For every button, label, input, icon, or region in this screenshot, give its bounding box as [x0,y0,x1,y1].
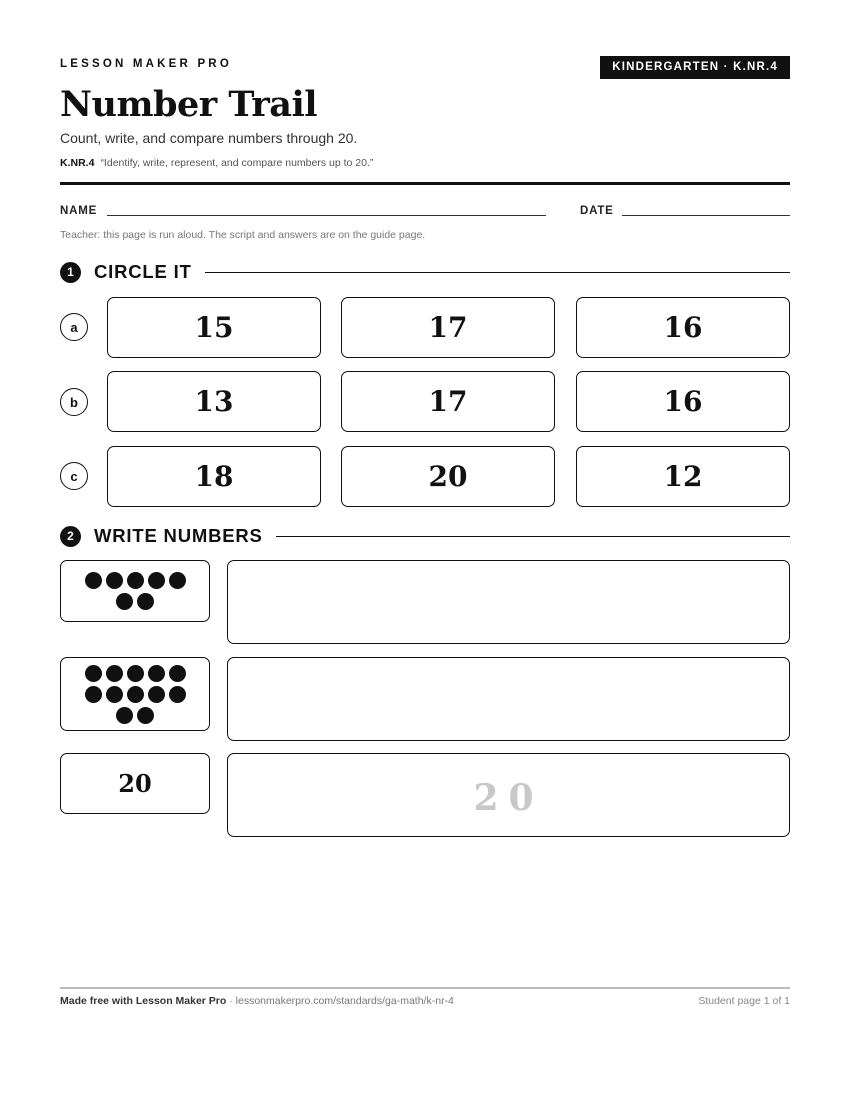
counting-dot [169,572,186,589]
numeral-prompt: 20 [60,753,210,814]
dot-prompt-12 [60,657,210,731]
section-title: CIRCLE IT [94,261,192,282]
number-choice-box[interactable]: 15 [107,297,321,358]
section-rule [276,536,790,537]
counting-dot [85,665,102,682]
dot-row [116,707,154,724]
name-field[interactable] [107,215,546,216]
dot-row [85,572,186,589]
number-choice-box[interactable]: 17 [341,371,555,432]
counting-dot [106,665,123,682]
counting-dot [85,686,102,703]
answer-writing-box[interactable] [227,657,790,741]
counting-dot [106,572,123,589]
standard-line [60,157,373,169]
header-divider [60,182,790,185]
counting-dot [85,572,102,589]
counting-dot [106,686,123,703]
footer-url: · lessonmakerpro.com/standards/ga-math/k-nr-4 [226,995,454,1007]
counting-dot [116,707,133,724]
row-label-a: a [60,313,88,341]
trace-writing-box[interactable] [227,753,790,837]
counting-dot [127,572,144,589]
worksheet-title: Number Trail [60,84,318,125]
counting-dot [148,572,165,589]
number-choice-box[interactable]: 18 [107,446,321,507]
counting-dot [127,686,144,703]
counting-dot [169,665,186,682]
footer-divider [60,987,790,989]
trace-numeral: 20 [473,777,544,819]
dot-row [116,593,154,610]
name-label: NAME [60,205,98,217]
number-choice-box[interactable]: 16 [576,297,790,358]
row-label-c: c [60,462,88,490]
dot-prompt-7 [60,560,210,622]
section-rule [205,272,790,273]
counting-dot [169,686,186,703]
worksheet-subtitle: Count, write, and compare numbers through 20. [60,130,358,146]
footer-page-number: Student page 1 of 1 [698,995,790,1007]
row-label-b: b [60,388,88,416]
standard-code: K.NR.4 [60,157,95,169]
section-1-header [60,260,790,284]
counting-dot [148,686,165,703]
section-title: WRITE NUMBERS [94,525,263,546]
section-number-badge: 1 [60,262,81,283]
brand-name: LESSON MAKER PRO [60,58,232,70]
section-number-badge: 2 [60,526,81,547]
section-2-header [60,524,790,548]
number-choice-box[interactable]: 20 [341,446,555,507]
counting-dot [148,665,165,682]
answer-writing-box[interactable] [227,560,790,644]
grade-standard-badge: KINDERGARTEN · K.NR.4 [600,56,790,79]
footer-made-with: Made free with Lesson Maker Pro [60,995,227,1007]
counting-dot [116,593,133,610]
number-choice-box[interactable]: 16 [576,371,790,432]
counting-dot [137,707,154,724]
dot-row [85,686,186,703]
footer-credit [60,995,454,1007]
teacher-note: Teacher: this page is run aloud. The script and answers are on the guide page. [60,229,426,241]
standard-text: “Identify, write, represent, and compare numbers up to 20.” [100,157,374,169]
number-choice-box[interactable]: 12 [576,446,790,507]
dot-row [85,665,186,682]
number-choice-box[interactable]: 17 [341,297,555,358]
counting-dot [137,593,154,610]
date-field[interactable] [622,215,790,216]
counting-dot [127,665,144,682]
date-label: DATE [580,205,614,217]
number-choice-box[interactable]: 13 [107,371,321,432]
